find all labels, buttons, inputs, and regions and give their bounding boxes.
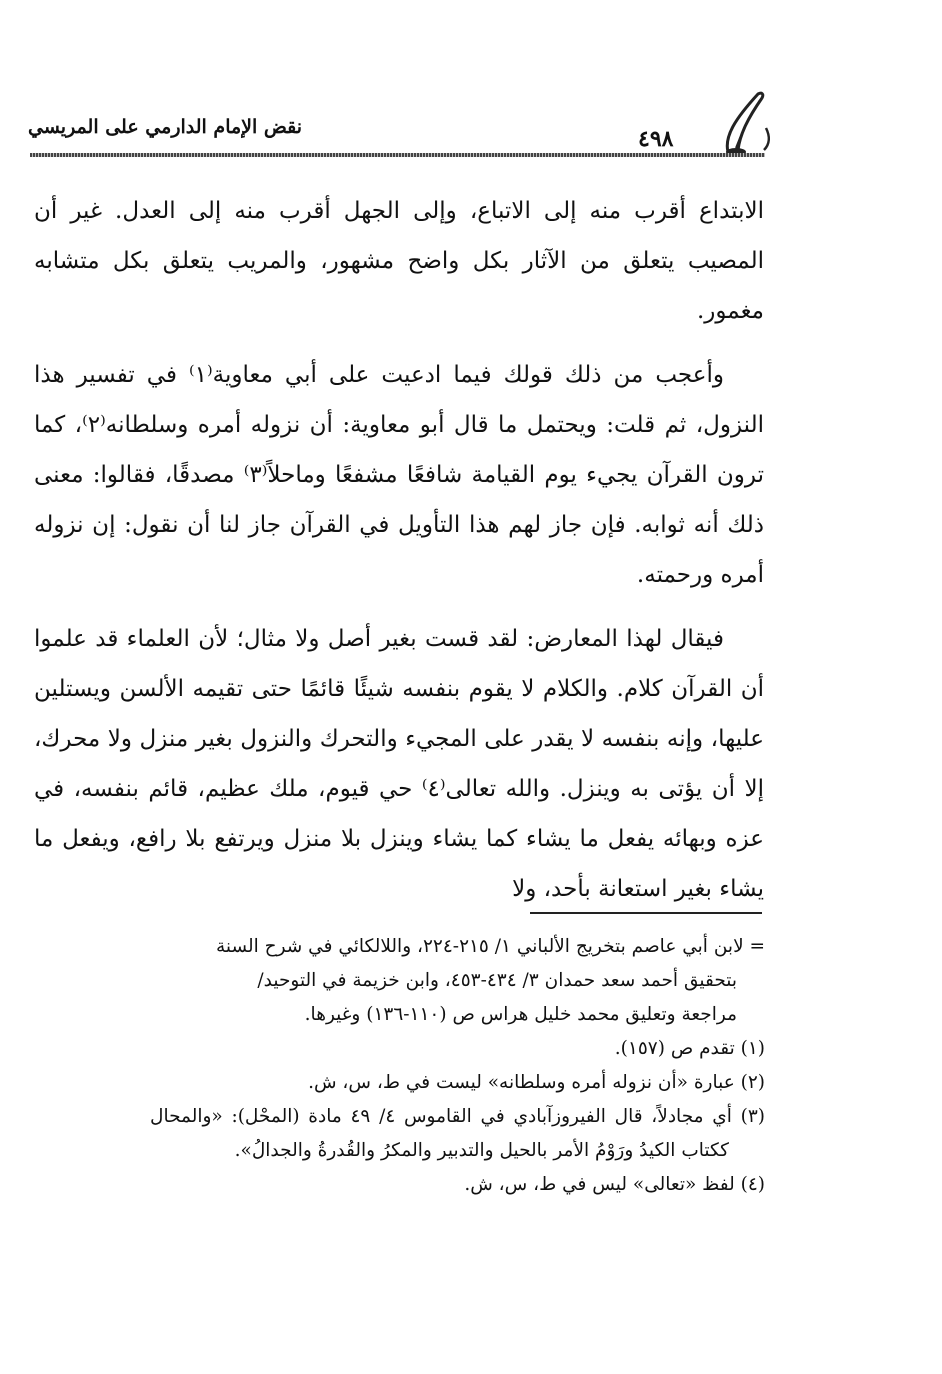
footnote-1: (١) تقدم ص (١٥٧). xyxy=(614,1038,765,1059)
footnote-2: (٢) عبارة «أن نزوله أمره وسلطانه» ليست في ط، س، ش. xyxy=(308,1072,765,1093)
paragraph-3: فيقال لهذا المعارض: لقد قست بغير أصل ولا مثال؛ لأن العلماء قد علموا أن القرآن كلام. والكلام لا يقوم بنفسه شيئًا قائمًا حتى تقيمه الألسن ويستلين عليها، وإنه بنفسه لا يقدر على المجيء والتحرك والنزول بغير منزل ولا محرك، إلا أن يؤتى به وينزل. والله تعالى⁽٤⁾ حي قيوم، ملك عظيم، قائم بنفسه، في عزه وبهائه يفعل ما يشاء كما يشاء وينزل بلا منزل ويرتفع بلا رافع، ويفعل ما يشاء بغير استعانة بأحد، ولا xyxy=(34,626,765,902)
running-title: نقض الإمام الدارمي على المريسي xyxy=(28,116,303,138)
page-number: ٤٩٨ xyxy=(638,126,674,152)
footnote-separator xyxy=(530,912,762,914)
main-text xyxy=(34,186,764,928)
footnote-continuation-line: = لابن أبي عاصم بتخريج الألباني ١/ ٢١٥-٢٢٤، واللالكائي في شرح السنة xyxy=(215,936,765,957)
footnote-3: (٣) أي مجادلاً، قال الفيروزآبادي في القاموس ٤/ ٤٩ مادة (المحْل): «والمحال ككتاب الكيدُ ورَوْمُ الأمر بالحيل والتدبير والمكرُ والقُدرةُ والجدالُ». xyxy=(150,1106,765,1161)
paragraph-1: الابتداع أقرب منه إلى الاتباع، وإلى الجهل أقرب منه إلى العدل. غير أن المصيب يتعلق من الآثار بكل واضح مشهور، والمريب يتعلق بكل متشابه مغمور. xyxy=(34,198,764,324)
paragraph-2: وأعجب من ذلك قولك فيما ادعيت على أبي معاوية⁽١⁾ في تفسير هذا النزول، ثم قلت: ويحتمل ما قال أبو معاوية: أن نزوله أمره وسلطانه⁽٢⁾، كما ترون القرآن يجيء يوم القيامة شافعًا مشفعًا وماحلاً⁽٣⁾ مصدقًا، فقالوا: معنى ذلك أنه ثوابه. فإن جاز لهم هذا التأويل في القرآن جاز لنا أن نقول: إن نزوله أمره ورحمته. xyxy=(34,362,764,588)
footnotes xyxy=(150,930,765,1202)
page-header xyxy=(28,110,768,150)
footnote-continuation-line: مراجعة وتعليق محمد خليل هراس ص (١١٠-١٣٦) وغيرها. xyxy=(304,1004,737,1025)
footnote-continuation-line: بتحقيق أحمد سعد حمدان ٣/ ٤٣٤-٤٥٣، وابن خزيمة في التوحيد/ xyxy=(257,970,737,991)
header-rule xyxy=(30,153,765,157)
footnote-4: (٤) لفظ «تعالى» ليس في ط، س، ش. xyxy=(464,1174,765,1195)
quill-ornament-icon xyxy=(718,88,778,158)
